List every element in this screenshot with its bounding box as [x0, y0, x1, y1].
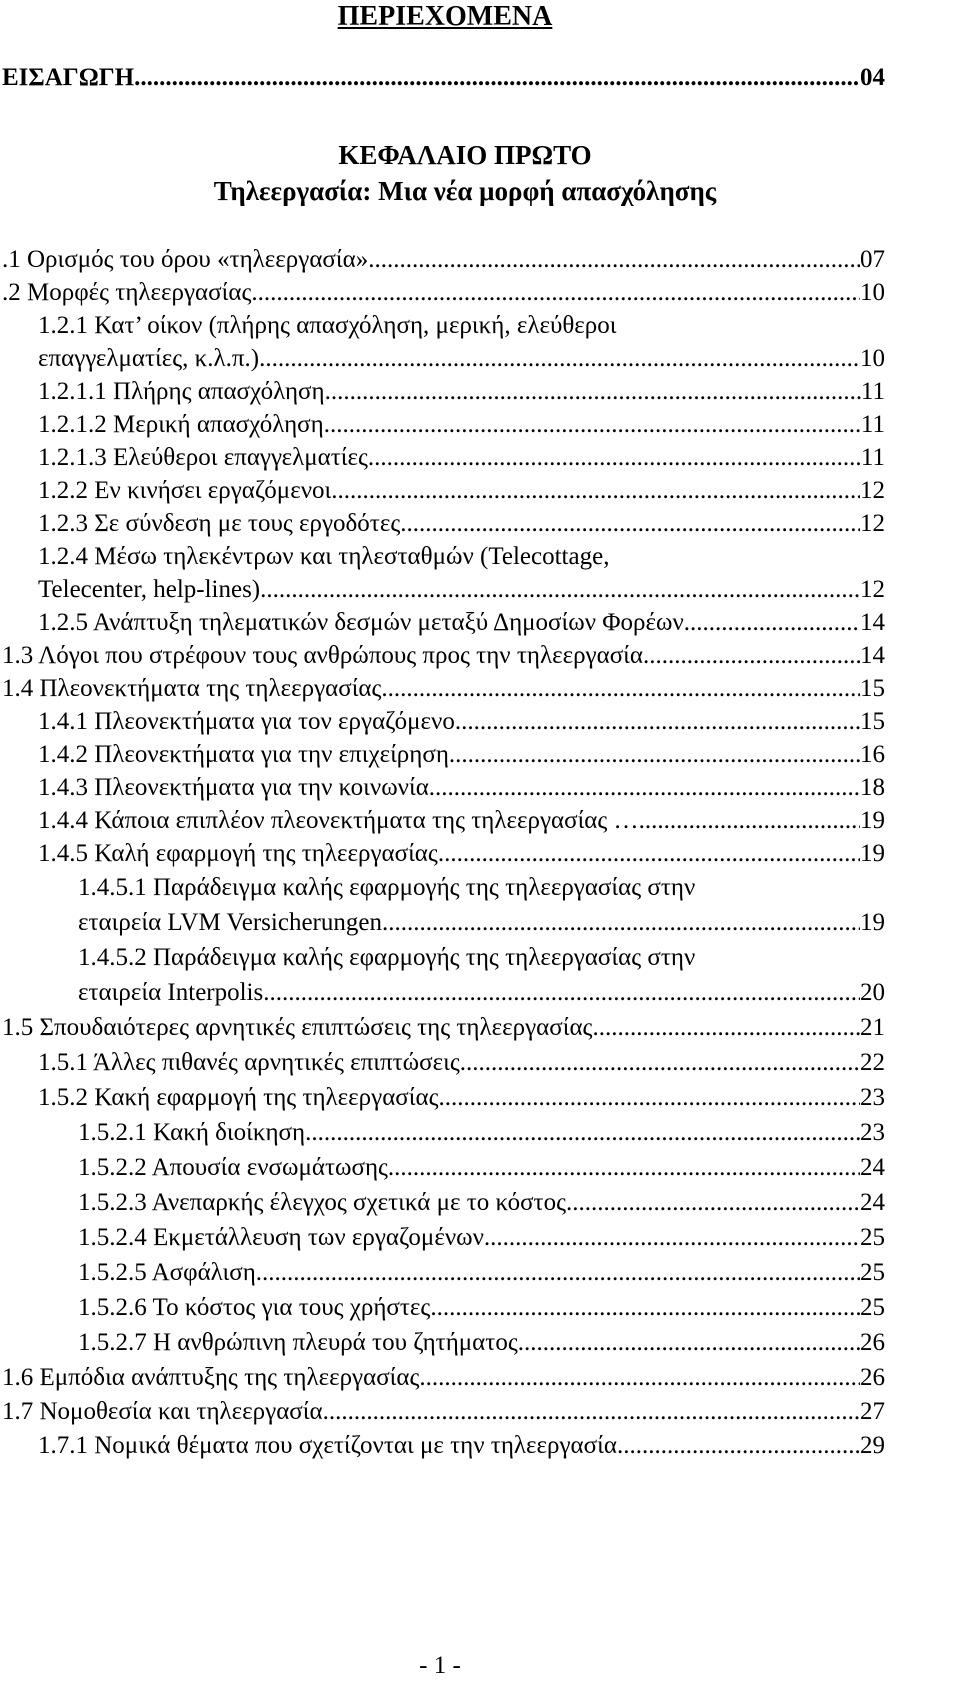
- toc-page: 10: [860, 345, 885, 372]
- toc-page: 15: [860, 675, 885, 702]
- toc-text: 1.2.1.3 Ελεύθεροι επαγγελματίες: [38, 444, 368, 471]
- toc-entry[interactable]: [38, 440, 885, 476]
- toc-entry[interactable]: [38, 836, 885, 872]
- toc-leader: [430, 1290, 860, 1326]
- toc-text: 1.7 Νομοθεσία και τηλεεργασία: [2, 1398, 323, 1425]
- toc-page: 14: [860, 642, 885, 669]
- toc-page: 26: [860, 1329, 885, 1356]
- toc-text: 1.2.1.2 Μερική απασχόληση: [38, 411, 324, 438]
- toc-intro[interactable]: [2, 60, 885, 96]
- toc-text: 1.5.2.2 Απουσία ενσωμάτωσης: [78, 1154, 388, 1181]
- toc-entry[interactable]: [38, 473, 885, 509]
- toc-page: 04: [860, 64, 885, 91]
- toc-entry[interactable]: [38, 506, 885, 542]
- toc-text: 1.2.2 Εν κινήσει εργαζόμενοι: [38, 477, 332, 504]
- toc-leader: [331, 473, 860, 509]
- toc-entry[interactable]: [78, 905, 885, 941]
- toc-page: 12: [860, 477, 885, 504]
- page-title: ΠΕΡΙΕΧΟΜΕΝΑ: [337, 1, 553, 32]
- toc-text: 1.4.5 Καλή εφαρμογή της τηλεεργασίας: [38, 840, 438, 867]
- toc-leader: [439, 1080, 860, 1116]
- toc-page: 25: [860, 1259, 885, 1286]
- toc-entry[interactable]: [2, 1010, 885, 1046]
- toc-text: Telecenter, help-lines): [38, 576, 261, 603]
- toc-text: 1.5.2 Κακή εφαρμογή της τηλεεργασίας: [38, 1084, 439, 1111]
- toc-text: 1.5.1 Άλλες πιθανές αρνητικές επιπτώσεις: [38, 1049, 460, 1076]
- toc-leader: [455, 704, 860, 740]
- toc-page: 24: [860, 1189, 885, 1216]
- toc-page: 11: [860, 411, 885, 438]
- toc-text: 1.4.2 Πλεονεκτήματα για την επιχείρηση: [38, 741, 449, 768]
- toc-leader: [684, 605, 860, 641]
- toc-entry[interactable]: [78, 1150, 885, 1186]
- toc-leader: [259, 341, 860, 377]
- toc-page: 23: [860, 1084, 885, 1111]
- toc-entry[interactable]: [38, 704, 885, 740]
- toc-text: 1.7.1 Νομικά θέματα που σχετίζονται με την τηλεεργασία: [38, 1432, 617, 1459]
- toc-page: 22: [860, 1049, 885, 1076]
- toc-entry[interactable]: [38, 572, 885, 608]
- toc-page: 29: [860, 1432, 885, 1459]
- toc-page: 15: [860, 708, 885, 735]
- toc-text: .1 Ορισμός του όρου «τηλεεργασία»: [2, 246, 369, 273]
- toc-leader: [368, 242, 860, 278]
- toc-entry[interactable]: [78, 975, 885, 1011]
- toc-leader: [323, 1394, 860, 1430]
- toc-entry[interactable]: [38, 374, 885, 410]
- toc-page: 21: [860, 1014, 885, 1041]
- toc-entry[interactable]: [38, 1080, 885, 1116]
- toc-leader: [381, 671, 860, 707]
- toc-leader: [484, 1220, 860, 1256]
- toc-text: 1.5.2.5 Ασφάλιση: [78, 1259, 256, 1286]
- toc-page: 19: [860, 840, 885, 867]
- toc-entry[interactable]: [38, 803, 885, 839]
- toc-entry-line[interactable]: 1.4.5.1 Παράδειγμα καλής εφαρμογής της τηλεεργασίας στην: [78, 874, 696, 901]
- toc-leader: [429, 770, 860, 806]
- toc-leader: [419, 1360, 860, 1396]
- toc-leader: [324, 407, 861, 443]
- toc-page: 25: [860, 1224, 885, 1251]
- toc-entry[interactable]: [2, 1394, 885, 1430]
- toc-entry[interactable]: [78, 1255, 885, 1291]
- toc-entry[interactable]: [38, 605, 885, 641]
- toc-text: εταιρεία Interpolis: [78, 979, 264, 1006]
- toc-page: 24: [860, 1154, 885, 1181]
- toc-entry[interactable]: [78, 1220, 885, 1256]
- toc-leader: [263, 975, 860, 1011]
- chapter-subtitle: Τηλεεργασία: Μια νέα μορφή απασχόλησης: [213, 176, 717, 206]
- toc-page: 12: [860, 576, 885, 603]
- toc-text: επαγγελματίες, κ.λ.π.): [38, 345, 260, 372]
- toc-leader: [305, 1115, 860, 1151]
- toc-entry[interactable]: [38, 1045, 885, 1081]
- toc-entry[interactable]: [2, 275, 885, 311]
- toc-page: 19: [860, 807, 885, 834]
- toc-page: 10: [860, 279, 885, 306]
- toc-entry[interactable]: [78, 1115, 885, 1151]
- toc-page: 14: [860, 609, 885, 636]
- toc-entry[interactable]: [38, 407, 885, 443]
- toc-text: 1.5.2.7 Η ανθρώπινη πλευρά του ζητήματος: [78, 1329, 518, 1356]
- toc-leader: [639, 803, 860, 839]
- toc-text: 1.4.4 Κάποια επιπλέον πλεονεκτήματα της τηλεεργασίας …: [38, 807, 639, 834]
- toc-leader: [251, 275, 860, 311]
- toc-text: 1.5.2.4 Εκμετάλλευση των εργαζομένων: [78, 1224, 484, 1251]
- toc-text: 1.4 Πλεονεκτήματα της τηλεεργασίας: [2, 675, 382, 702]
- toc-text: 1.5.2.1 Κακή διοίκηση: [78, 1119, 306, 1146]
- toc-leader: [400, 506, 860, 542]
- toc-leader: [449, 737, 860, 773]
- toc-page: 11: [860, 378, 885, 405]
- toc-page: 27: [860, 1398, 885, 1425]
- toc-page: 26: [860, 1364, 885, 1391]
- toc-leader: [382, 905, 860, 941]
- page-number: - 1 -: [419, 1652, 461, 1679]
- toc-text: εταιρεία LVM Versicherungen: [78, 909, 382, 936]
- toc-leader: [592, 1010, 860, 1046]
- toc-text: 1.2.5 Ανάπτυξη τηλεματικών δεσμών μεταξύ Δημοσίων Φορέων: [38, 609, 684, 636]
- toc-page: 25: [860, 1294, 885, 1321]
- toc-leader: [260, 572, 860, 608]
- toc-entry[interactable]: [78, 1325, 885, 1361]
- toc-entry[interactable]: [38, 770, 885, 806]
- toc-page: 07: [860, 246, 885, 273]
- toc-text: 1.5 Σπουδαιότερες αρνητικές επιπτώσεις της τηλεεργασίας: [2, 1014, 593, 1041]
- toc-leader: [368, 440, 861, 476]
- toc-text: .2 Μορφές τηλεεργασίας: [2, 279, 252, 306]
- toc-text: 1.2.3 Σε σύνδεση με τους εργοδότες: [38, 510, 401, 537]
- toc-page: 20: [860, 979, 885, 1006]
- chapter-label: ΚΕΦΑΛΑΙΟ ΠΡΩΤΟ: [338, 140, 592, 170]
- toc-entry-line[interactable]: 1.2.4 Μέσω τηλεκέντρων και τηλεσταθμών (Telecottage,: [38, 543, 610, 570]
- toc-text: 1.3 Λόγοι που στρέφουν τους ανθρώπους προς την τηλεεργασία: [2, 642, 643, 669]
- toc-text: ΕΙΣΑΓΩΓΗ: [2, 64, 135, 91]
- toc-text: 1.4.3 Πλεονεκτήματα για την κοινωνία: [38, 774, 429, 801]
- toc-entry-line[interactable]: 1.4.5.2 Παράδειγμα καλής εφαρμογής της τηλεεργασίας στην: [78, 944, 696, 971]
- toc-entry[interactable]: [2, 671, 885, 707]
- toc-leader: [566, 1185, 860, 1221]
- toc-entry[interactable]: [2, 1360, 885, 1396]
- toc-leader: [325, 374, 861, 410]
- toc-entry[interactable]: [78, 1290, 885, 1326]
- toc-leader: [643, 638, 860, 674]
- toc-page: 19: [860, 909, 885, 936]
- toc-entry[interactable]: [38, 737, 885, 773]
- toc-entry-line[interactable]: 1.2.1 Κατ’ οίκον (πλήρης απασχόληση, μερική, ελεύθεροι: [38, 312, 617, 339]
- toc-page: 23: [860, 1119, 885, 1146]
- toc-leader: [256, 1255, 860, 1291]
- toc-entry[interactable]: [2, 638, 885, 674]
- toc-text: 1.5.2.3 Ανεπαρκής έλεγχος σχετικά με το κόστος: [78, 1189, 566, 1216]
- toc-entry[interactable]: [2, 242, 885, 278]
- toc-page: 18: [860, 774, 885, 801]
- toc-leader: [617, 1428, 860, 1464]
- toc-leader: [460, 1045, 860, 1081]
- toc-page: 16: [860, 741, 885, 768]
- toc-text: 1.4.1 Πλεονεκτήματα για τον εργαζόμενο: [38, 708, 455, 735]
- toc-page: 11: [860, 444, 885, 471]
- toc-leader: [518, 1325, 860, 1361]
- toc-entry[interactable]: [38, 341, 885, 377]
- toc-text: 1.5.2.6 Το κόστος για τους χρήστες: [78, 1294, 431, 1321]
- toc-leader: [134, 60, 860, 96]
- toc-leader: [388, 1150, 860, 1186]
- toc-entry[interactable]: [38, 1428, 885, 1464]
- toc-leader: [438, 836, 860, 872]
- toc-entry[interactable]: [78, 1185, 885, 1221]
- toc-page: 12: [860, 510, 885, 537]
- toc-text: 1.6 Εμπόδια ανάπτυξης της τηλεεργασίας: [2, 1364, 420, 1391]
- toc-text: 1.2.1.1 Πλήρης απασχόληση: [38, 378, 325, 405]
